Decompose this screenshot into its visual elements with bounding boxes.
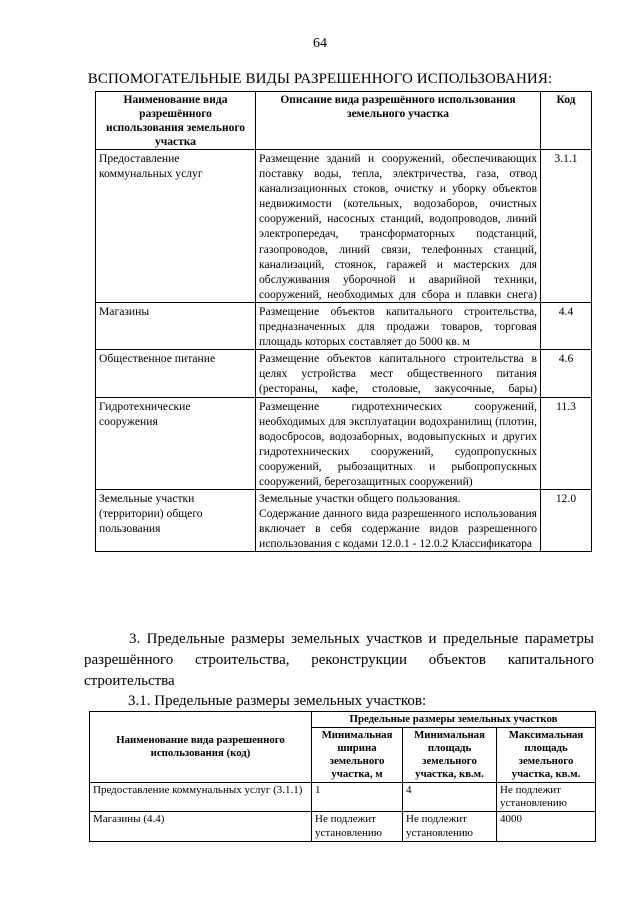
- plot-sizes-table: [89, 711, 596, 842]
- use-code: 12.0: [541, 490, 592, 552]
- use-name: Земельные участки (территории) общего пользования: [96, 490, 256, 552]
- table-row: [96, 397, 592, 490]
- table-row: [96, 150, 592, 303]
- use-name: Гидротехнические сооружения: [96, 397, 256, 490]
- use-description: Размещение зданий и сооружений, обеспечивающих поставку воды, тепла, электричества, газа, отвод канализационных стоков, очистку и уборку объектов недвижимости (котельных, водозаборов, очистных сооружений, насосных станций, водопроводов, линий электропередач, трансформаторных подстанций, газопроводов, линий связи, телефонных станций, канализаций, стоянок, гаражей и мастерских для обслуживания уборочной и аварийной техники, сооружений, необходимых для сбора и плавки снега): [256, 150, 541, 303]
- use-description: [256, 490, 541, 552]
- size-min-width: Не подлежит установлению: [312, 812, 403, 841]
- size-max-area: 4000: [497, 812, 596, 841]
- table-row: [96, 302, 592, 349]
- table-row: [96, 490, 592, 552]
- permitted-uses-table: [95, 91, 592, 552]
- size-min-area: 4: [403, 783, 497, 812]
- use-description: Размещение гидротехнических сооружений, необходимых для эксплуатации водохранилищ (плотин, водосбросов, водозаборных, водовыпускных и других гидротехнических сооружений, судопропускных сооружений, рыбозащитных и рыбопропускных сооружений, берегозащитных сооружений): [256, 397, 541, 490]
- header-size-group: Предельные размеры земельных участков: [312, 712, 596, 728]
- size-use-name: Предоставление коммунальных услуг (3.1.1): [90, 783, 312, 812]
- use-code: 4.4: [541, 302, 592, 349]
- paragraph-3-1: 3.1. Предельные размеры земельных участков:: [128, 693, 427, 709]
- table-header-row: [90, 712, 596, 728]
- use-code: 3.1.1: [541, 150, 592, 303]
- paragraph-3-rest: разрешённого строительства, реконструкции объектов капитального строительства: [84, 652, 594, 689]
- use-code: 11.3: [541, 397, 592, 490]
- header-use-description: Описание вида разрешённого использования земельного участка: [256, 92, 541, 150]
- header-min-width: Минимальная ширина земельного участка, м: [312, 728, 403, 783]
- size-min-width: 1: [312, 783, 403, 812]
- use-code: 4.6: [541, 350, 592, 397]
- use-description: Размещение объектов капитального строительства в целях устройства мест общественного питания (рестораны, кафе, столовые, закусочные, бары): [256, 350, 541, 397]
- table-row: [90, 812, 596, 841]
- header-max-area: Максимальная площадь земельного участка, кв.м.: [497, 728, 596, 783]
- table-row: [90, 783, 596, 812]
- header-min-area: Минимальная площадь земельного участка, кв.м.: [403, 728, 497, 783]
- paragraph-3-first-line: 3. Предельные размеры земельных участков и предельные параметры: [129, 631, 594, 647]
- table-header-row: [96, 92, 592, 150]
- use-description-rest: Содержание данного вида разрешенного использования включает в себя содержание видов разрешенного использования с кодами 12.0.1 - 12.0.2 Классификатора: [259, 507, 537, 551]
- size-max-area: Не подлежит установлению: [497, 783, 596, 812]
- table-row: [96, 350, 592, 397]
- paragraph-3: [84, 629, 594, 692]
- use-name: Магазины: [96, 302, 256, 349]
- section-heading: ВСПОМОГАТЕЛЬНЫЕ ВИДЫ РАЗРЕШЕННОГО ИСПОЛЬЗОВАНИЯ:: [87, 71, 553, 87]
- use-name: Предоставление коммунальных услуг: [96, 150, 256, 303]
- size-min-area: Не подлежит установлению: [403, 812, 497, 841]
- header-size-use-name: Наименование вида разрешенного использования (код): [90, 712, 312, 783]
- use-description: Размещение объектов капитального строительства, предназначенных для продажи товаров, торговая площадь которых составляет до 5000 кв. м: [256, 302, 541, 349]
- use-description-line1: Земельные участки общего пользования.: [259, 492, 461, 506]
- use-name: Общественное питание: [96, 350, 256, 397]
- size-use-name: Магазины (4.4): [90, 812, 312, 841]
- header-use-code: Код: [541, 92, 592, 150]
- header-use-name: Наименование вида разрешённого использования земельного участка: [96, 92, 256, 150]
- page-number: 64: [313, 36, 327, 51]
